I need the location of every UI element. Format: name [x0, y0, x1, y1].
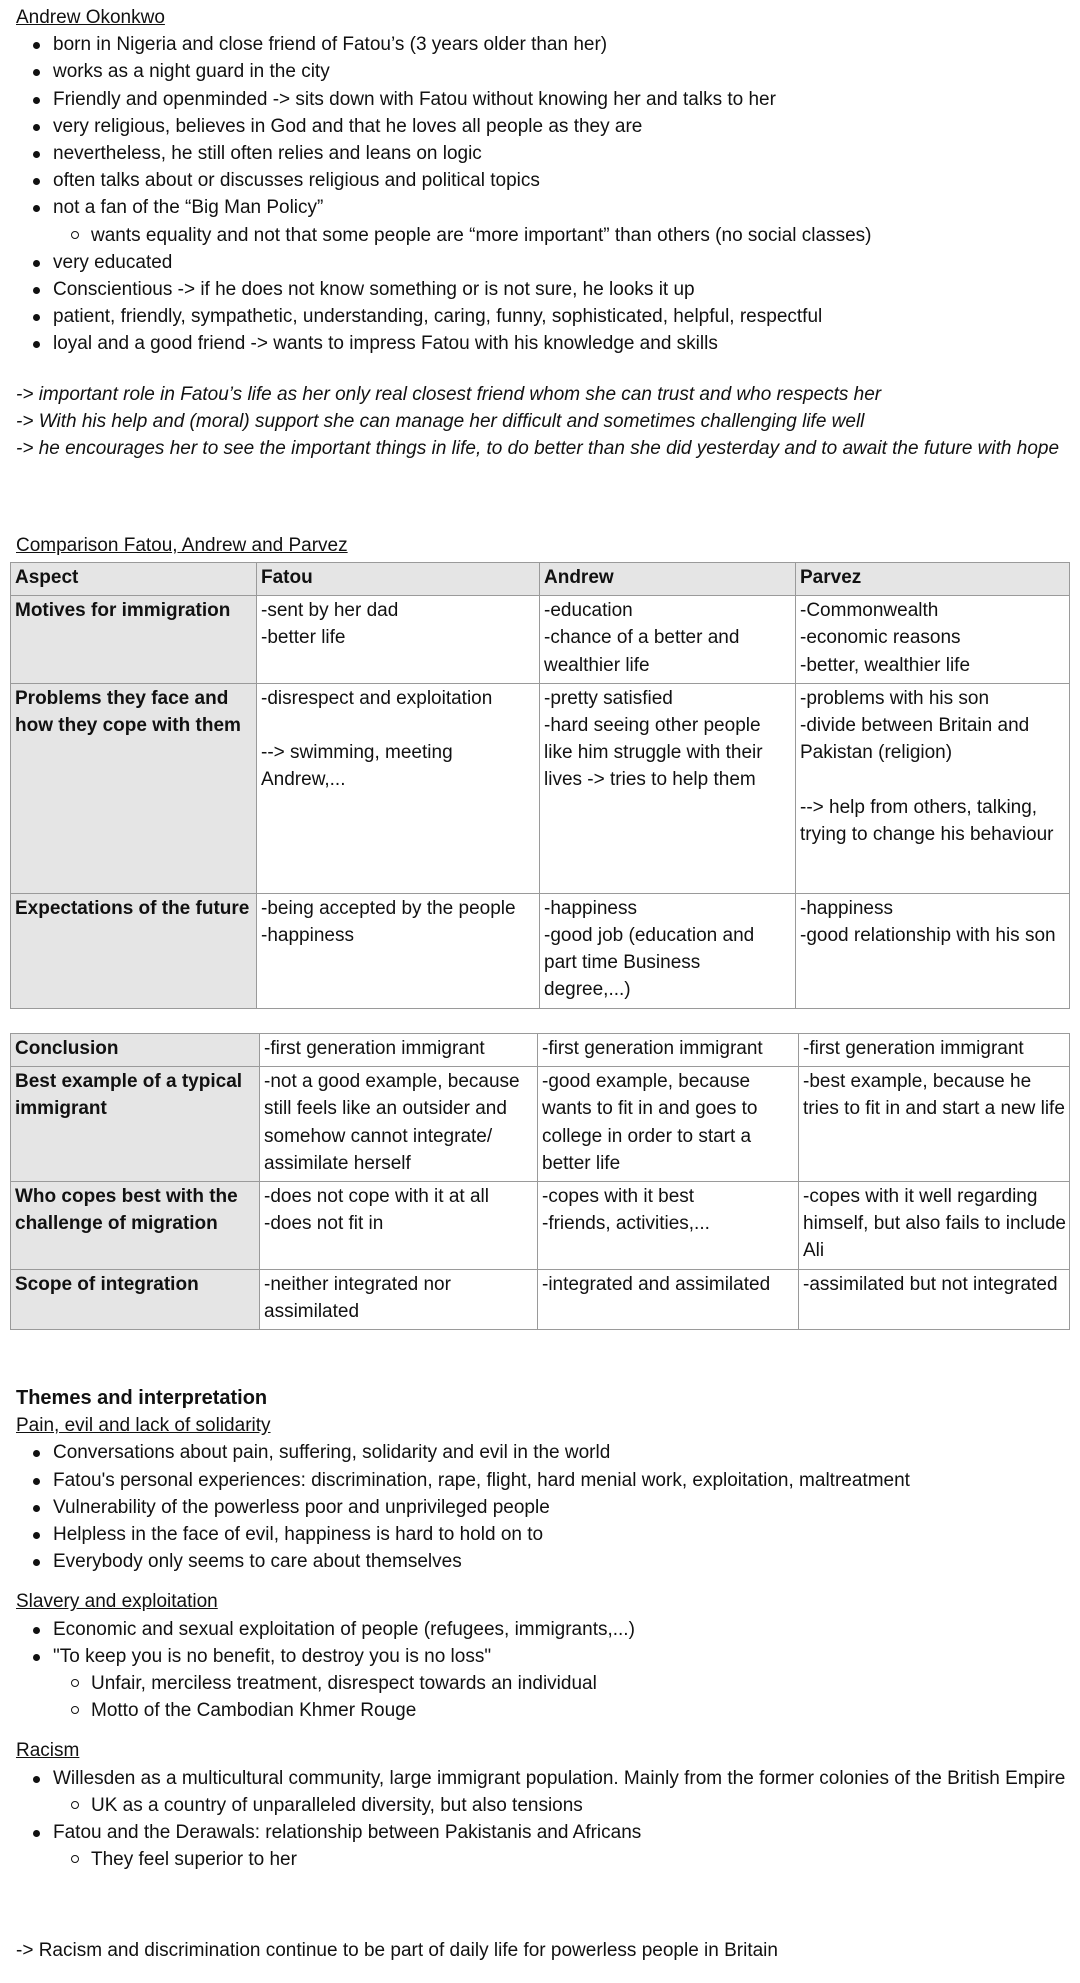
slavery-heading: Slavery and exploitation	[16, 1591, 218, 1613]
list-item: Fatou's personal experiences: discrimination, rape, flight, hard menial work, exploitation, maltreatment	[16, 1467, 1071, 1494]
header-cell: Andrew	[540, 563, 796, 596]
pain-bullet-list	[16, 1439, 1071, 1575]
table-cell: -education -chance of a better and wealthier life	[540, 596, 796, 684]
table-cell: -copes with it well regarding himself, but also fails to include Ali	[799, 1182, 1070, 1270]
conclusion-line: -> he encourages her to see the important things in life, to do better than she did yesterday and to await the future with hope	[16, 438, 1060, 460]
racism-bullet-list-continued	[16, 1819, 1071, 1846]
list-item: born in Nigeria and close friend of Fatou’s (3 years older than her)	[16, 31, 1071, 58]
list-item: Fatou and the Derawals: relationship between Pakistanis and Africans	[16, 1819, 1071, 1846]
table-cell: -Commonwealth -economic reasons -better, wealthier life	[796, 596, 1070, 684]
comparison-heading: Comparison Fatou, Andrew and Parvez	[16, 535, 348, 556]
list-item: Vulnerability of the powerless poor and unprivileged people	[16, 1494, 1071, 1521]
table-row	[11, 1182, 1070, 1270]
list-item: Conscientious -> if he does not know something or is not sure, he looks it up	[16, 276, 1071, 303]
table-cell: -copes with it best -friends, activities,...	[538, 1182, 799, 1270]
sub-list-item: Motto of the Cambodian Khmer Rouge	[16, 1697, 1071, 1724]
list-item: very religious, believes in God and that he loves all people as they are	[16, 113, 1071, 140]
list-item: Conversations about pain, suffering, solidarity and evil in the world	[16, 1439, 1071, 1466]
list-item: loyal and a good friend -> wants to impress Fatou with his knowledge and skills	[16, 330, 1071, 357]
slavery-sub-list	[16, 1670, 1071, 1724]
table-header-row	[11, 563, 1070, 596]
table-row	[11, 683, 1070, 893]
row-label: Who copes best with the challenge of migration	[11, 1182, 260, 1270]
andrew-sub-list	[16, 222, 1071, 249]
andrew-bullet-list	[16, 31, 1071, 221]
racism-bullet-list	[16, 1765, 1071, 1792]
row-label: Scope of integration	[11, 1269, 260, 1329]
list-item: Friendly and openminded -> sits down with Fatou without knowing her and talks to her	[16, 86, 1071, 113]
table-cell: -happiness -good job (education and part time Business degree,...)	[540, 893, 796, 1008]
row-label: Best example of a typical immigrant	[11, 1067, 260, 1182]
list-item: nevertheless, he still often relies and leans on logic	[16, 140, 1071, 167]
table-cell: -pretty satisfied -hard seeing other people like him struggle with their lives -> tries to help them	[540, 683, 796, 893]
table-cell: -first generation immigrant	[260, 1034, 538, 1067]
list-item: Helpless in the face of evil, happiness is hard to hold on to	[16, 1521, 1071, 1548]
table-cell: -assimilated but not integrated	[799, 1269, 1070, 1329]
table-row	[11, 596, 1070, 684]
table-cell: -not a good example, because still feels like an outsider and somehow cannot integrate/ assimilate herself	[260, 1067, 538, 1182]
table-cell: -neither integrated nor assimilated	[260, 1269, 538, 1329]
comparison-table-2	[10, 1033, 1070, 1330]
sub-list-item: They feel superior to her	[16, 1846, 1071, 1873]
table-row	[11, 1034, 1070, 1067]
table-cell: -first generation immigrant	[799, 1034, 1070, 1067]
table-cell: -integrated and assimilated	[538, 1269, 799, 1329]
slavery-bullet-list	[16, 1616, 1071, 1670]
list-item: not a fan of the “Big Man Policy”	[16, 194, 1071, 221]
racism-heading: Racism	[16, 1740, 80, 1762]
row-label: Problems they face and how they cope with them	[11, 683, 257, 893]
list-item: works as a night guard in the city	[16, 58, 1071, 85]
table-cell: -good example, because wants to fit in and goes to college in order to start a better life	[538, 1067, 799, 1182]
table-cell: -best example, because he tries to fit in and start a new life	[799, 1067, 1070, 1182]
table-cell: -happiness -good relationship with his son	[796, 893, 1070, 1008]
table-cell: -being accepted by the people -happiness	[257, 893, 540, 1008]
table-cell: -problems with his son -divide between Britain and Pakistan (religion) --> help from others, talking, trying to change his behaviour	[796, 683, 1070, 893]
racism-sub-list	[16, 1792, 1071, 1819]
pain-heading: Pain, evil and lack of solidarity	[16, 1415, 271, 1437]
sub-list-item: wants equality and not that some people are “more important” than others (no social classes)	[16, 222, 1071, 249]
list-item: "To keep you is no benefit, to destroy you is no loss"	[16, 1643, 1071, 1670]
list-item: Willesden as a multicultural community, large immigrant population. Mainly from the former colonies of the British Empire	[16, 1765, 1071, 1792]
header-cell: Fatou	[257, 563, 540, 596]
list-item: often talks about or discusses religious and political topics	[16, 167, 1071, 194]
sub-list-item: UK as a country of unparalleled diversity, but also tensions	[16, 1792, 1071, 1819]
conclusion-line: -> With his help and (moral) support she can manage her difficult and sometimes challenging life well	[16, 411, 865, 433]
list-item: Economic and sexual exploitation of people (refugees, immigrants,...)	[16, 1616, 1071, 1643]
comparison-table-1	[10, 562, 1070, 1009]
table-row	[11, 1067, 1070, 1182]
list-item: very educated	[16, 249, 1071, 276]
row-label: Expectations of the future	[11, 893, 257, 1008]
table-cell: -does not cope with it at all -does not fit in	[260, 1182, 538, 1270]
sub-list-item: Unfair, merciless treatment, disrespect towards an individual	[16, 1670, 1071, 1697]
andrew-conclusions	[16, 381, 1071, 463]
header-cell: Aspect	[11, 563, 257, 596]
table-row	[11, 1269, 1070, 1329]
racism-sub-list-2	[16, 1846, 1071, 1873]
table-cell: -disrespect and exploitation --> swimming, meeting Andrew,...	[257, 683, 540, 893]
andrew-section	[16, 4, 1071, 358]
row-label: Conclusion	[11, 1034, 260, 1067]
header-cell: Parvez	[796, 563, 1070, 596]
themes-heading: Themes and interpretation	[16, 1387, 268, 1409]
list-item: Everybody only seems to care about themselves	[16, 1548, 1071, 1575]
conclusion-line: -> important role in Fatou’s life as her only real closest friend whom she can trust and who respects her	[16, 384, 882, 405]
row-label: Motives for immigration	[11, 596, 257, 684]
list-item: patient, friendly, sympathetic, understanding, caring, funny, sophisticated, helpful, respectful	[16, 303, 1071, 330]
table-cell: -sent by her dad -better life	[257, 596, 540, 684]
table-cell: -first generation immigrant	[538, 1034, 799, 1067]
andrew-bullet-list-continued	[16, 249, 1071, 358]
themes-section	[16, 1385, 1071, 1873]
table-row	[11, 893, 1070, 1008]
andrew-heading: Andrew Okonkwo	[16, 7, 165, 28]
racism-conclusion: -> Racism and discrimination continue to be part of daily life for powerless people in Britain	[16, 1940, 778, 1961]
